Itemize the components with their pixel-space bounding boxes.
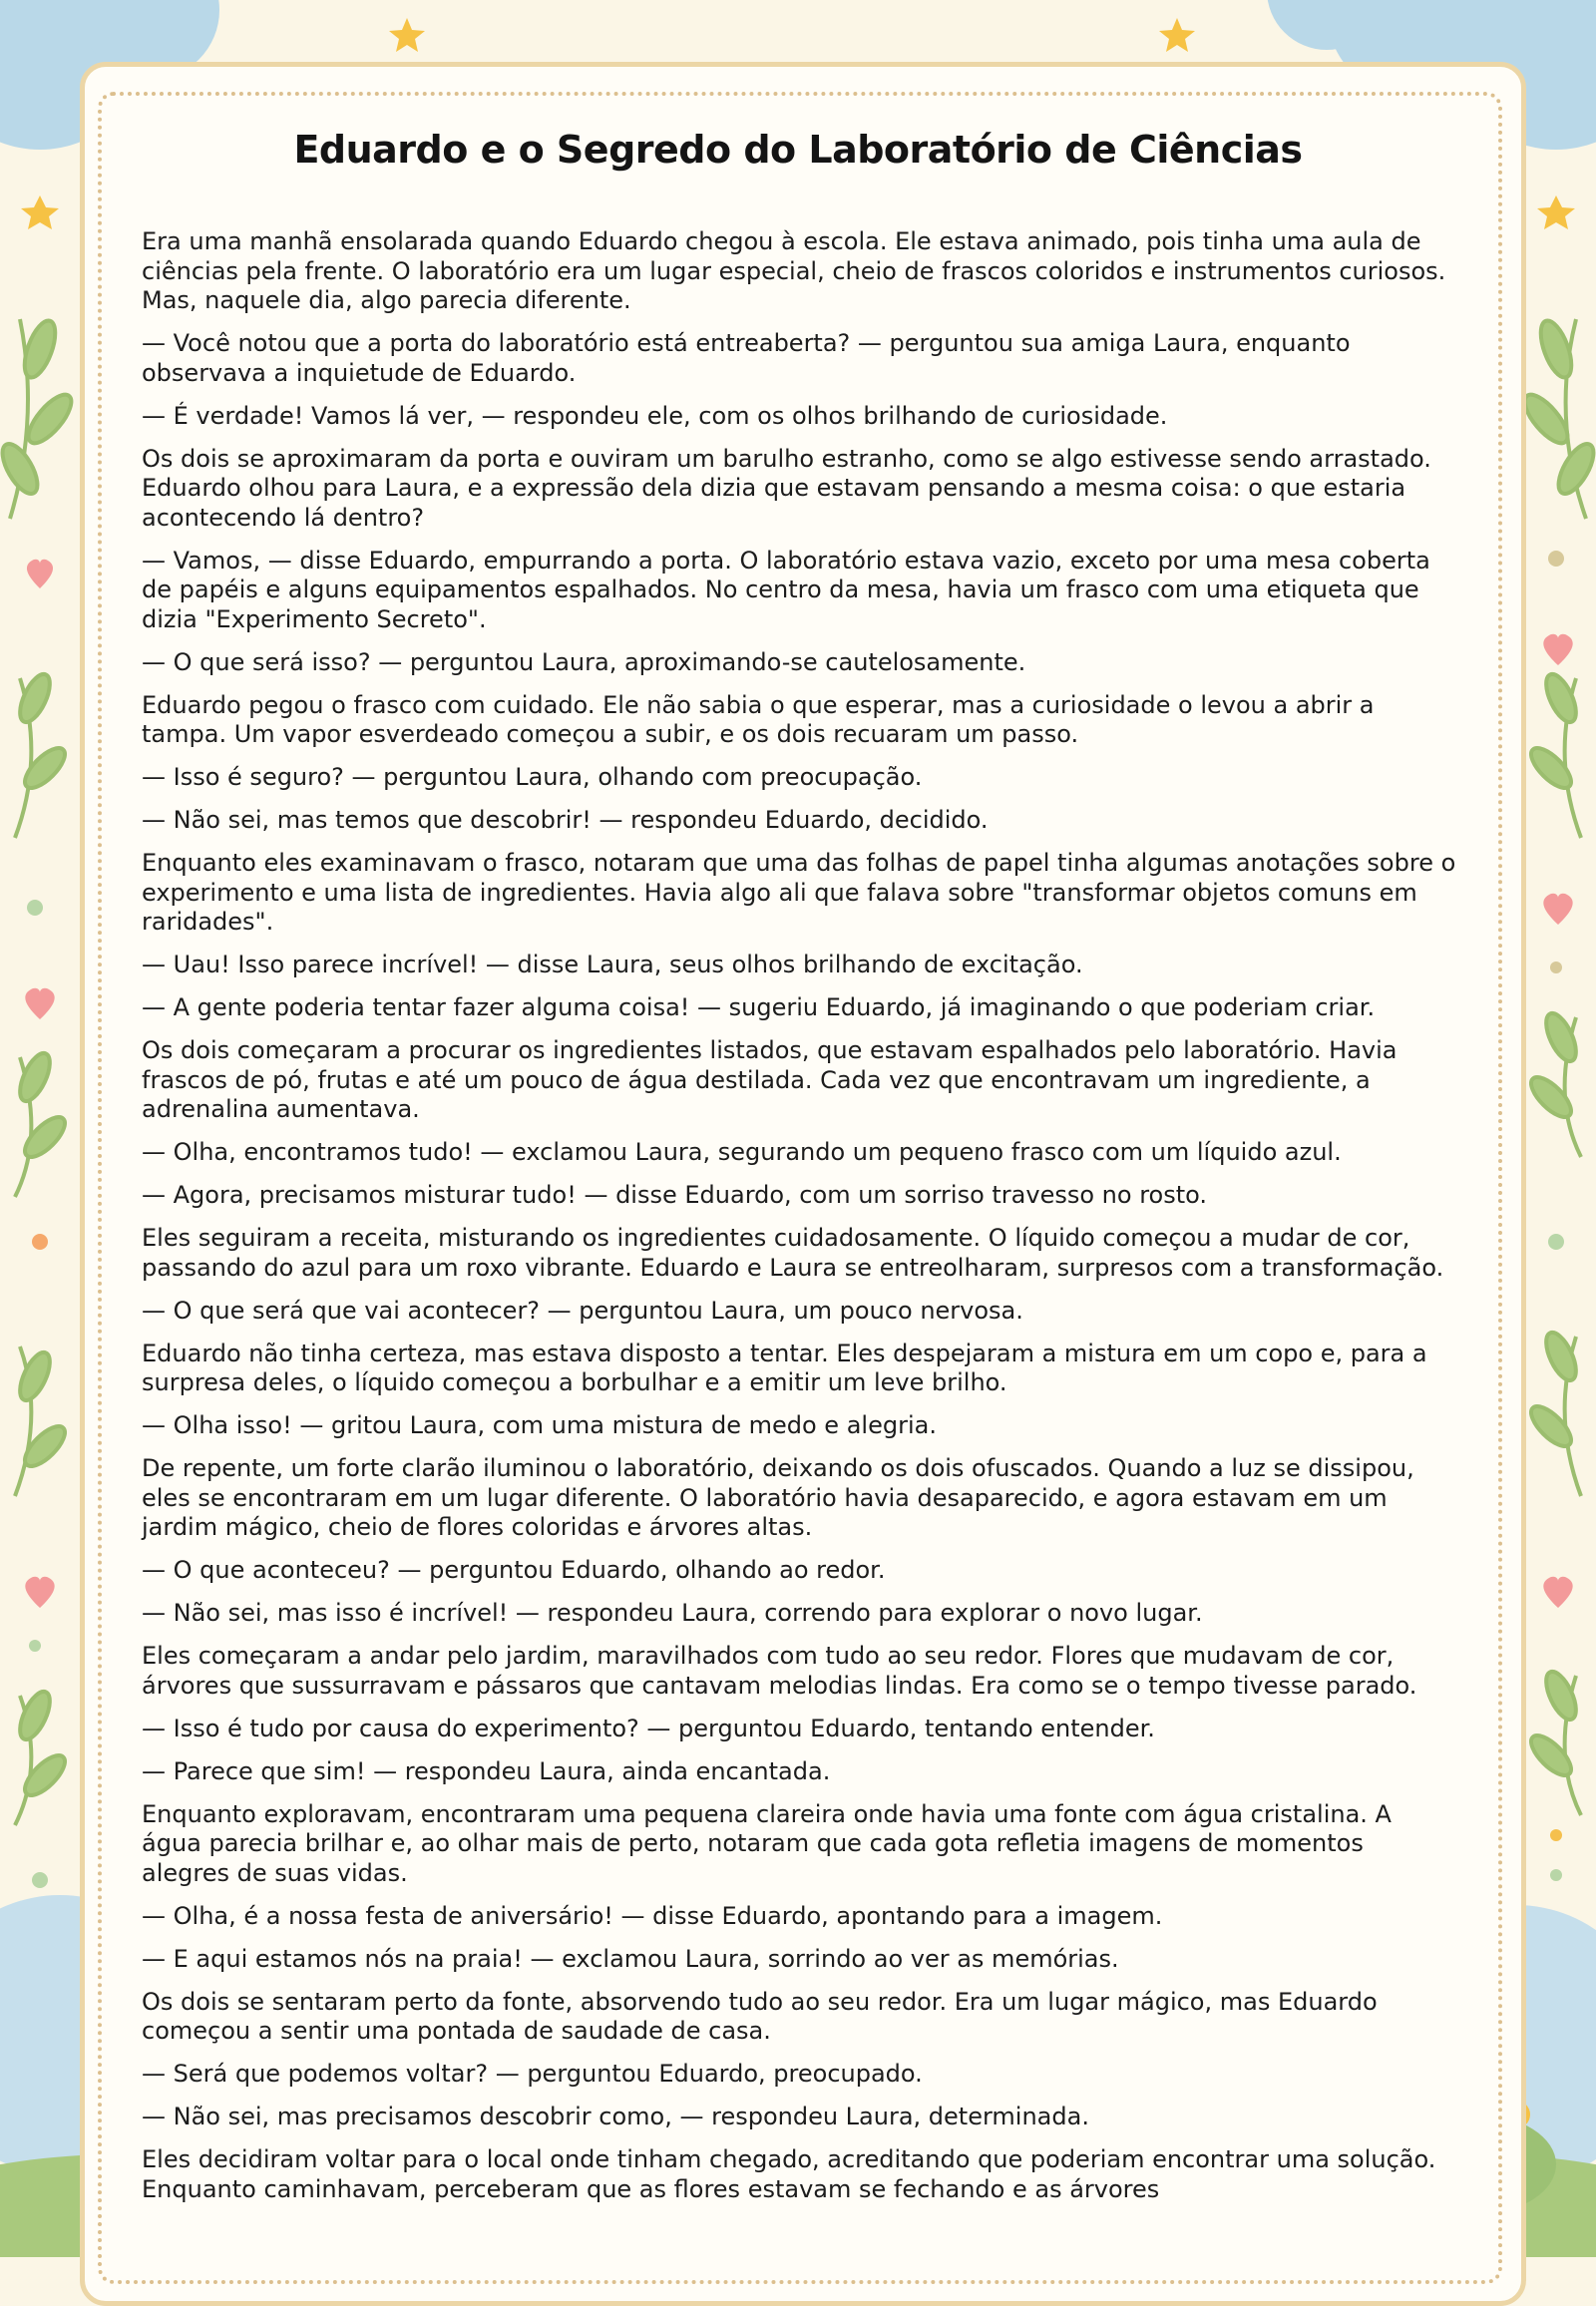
paragraph: — O que aconteceu? — perguntou Eduardo, olhando ao redor. bbox=[142, 1556, 886, 1584]
paragraph: — E aqui estamos nós na praia! — exclamou Laura, sorrindo ao ver as memórias. bbox=[142, 1944, 1119, 1973]
paragraph: Eduardo pegou o frasco com cuidado. Ele não sabia o que esperar, mas a curiosidade o levou a abrir a tampa. Um vapor esverdeado começou a subir, e os dois recuaram um passo. bbox=[142, 690, 1375, 748]
paragraph: — Vamos, — disse Eduardo, empurrando a porta. O laboratório estava vazio, exceto por uma mesa coberta de papéis e alguns equipamentos espalhados. No centro da mesa, havia um frasco com uma etiqueta que dizia "Experimento Secreto". bbox=[142, 546, 1430, 633]
paragraph: Os dois se sentaram perto da fonte, absorvendo tudo ao seu redor. Era um lugar mágico, mas Eduardo começou a sentir uma pontada de saudade de casa. bbox=[142, 1987, 1378, 2045]
paragraph: Eles seguiram a receita, misturando os ingredientes cuidadosamente. O líquido começou a mudar de cor, passando do azul para um roxo vibrante. Eduardo e Laura se entreolharam, surpresos com a transformação. bbox=[142, 1224, 1444, 1282]
story-title: Eduardo e o Segredo do Laboratório de Ciências bbox=[293, 128, 1303, 172]
paragraph: — Uau! Isso parece incrível! — disse Laura, seus olhos brilhando de excitação. bbox=[142, 951, 1083, 978]
paragraph: De repente, um forte clarão iluminou o laboratório, deixando os dois ofuscados. Quando a luz se dissipou, eles se encontraram em um lugar diferente. O laboratório havia desaparecido, e agora estavam em um jardim mágico, cheio de flores coloridas e árvores altas. bbox=[142, 1454, 1414, 1541]
paragraph: — Você notou que a porta do laboratório está entreaberta? — perguntou sua amiga Laura, enquanto observava a inquietude de Eduardo. bbox=[142, 329, 1351, 387]
paragraph: — O que será isso? — perguntou Laura, aproximando-se cautelosamente. bbox=[142, 647, 1026, 676]
paragraph: Os dois começaram a procurar os ingredientes listados, que estavam espalhados pelo laboratório. Havia frascos de pó, frutas e até um pouco de água destilada. Cada vez que encontravam um ingrediente, a adrenalina aumentava. bbox=[142, 1036, 1397, 1123]
paragraph: — Olha isso! — gritou Laura, com uma mistura de medo e alegria. bbox=[142, 1411, 937, 1439]
paragraph: — Isso é seguro? — perguntou Laura, olhando com preocupação. bbox=[142, 763, 923, 791]
paragraph: — Não sei, mas precisamos descobrir como, — respondeu Laura, determinada. bbox=[142, 2103, 1089, 2130]
paragraph: — Agora, precisamos misturar tudo! — disse Eduardo, com um sorriso travesso no rosto. bbox=[142, 1181, 1208, 1209]
paragraph: — Não sei, mas temos que descobrir! — respondeu Eduardo, decidido. bbox=[142, 806, 989, 834]
paragraph: — O que será que vai acontecer? — perguntou Laura, um pouco nervosa. bbox=[142, 1296, 1023, 1325]
paragraph: — Será que podemos voltar? — perguntou Eduardo, preocupado. bbox=[142, 2060, 923, 2088]
paragraph: — Não sei, mas isso é incrível! — respondeu Laura, correndo para explorar o novo lugar. bbox=[142, 1599, 1203, 1627]
paragraph: Eduardo não tinha certeza, mas estava disposto a tentar. Eles despejaram a mistura em um copo e, para a surpresa deles, o líquido começou a borbulhar e a emitir um leve brilho. bbox=[142, 1339, 1427, 1396]
paragraph: Era uma manhã ensolarada quando Eduardo chegou à escola. Ele estava animado, pois tinha uma aula de ciências pela frente. O laboratório era um lugar especial, cheio de frascos coloridos e instrumentos curiosos. Mas, naquele dia, algo parecia diferente. bbox=[142, 227, 1446, 314]
story-body bbox=[142, 227, 1456, 2218]
paragraph: Enquanto eles examinavam o frasco, notaram que uma das folhas de papel tinha algumas anotações sobre o experimento e uma lista de ingredientes. Havia algo ali que falava sobre "transformar objetos comuns em raridades". bbox=[142, 849, 1456, 936]
paragraph: — Parece que sim! — respondeu Laura, ainda encantada. bbox=[142, 1756, 831, 1785]
paragraph: — Olha, é a nossa festa de aniversário! — disse Eduardo, apontando para a imagem. bbox=[142, 1901, 1163, 1930]
paragraph: — Isso é tudo por causa do experimento? — perguntou Eduardo, tentando entender. bbox=[142, 1714, 1155, 1742]
paragraph: — A gente poderia tentar fazer alguma coisa! — sugeriu Eduardo, já imaginando o que poderiam criar. bbox=[142, 993, 1376, 1021]
paragraph: — Olha, encontramos tudo! — exclamou Laura, segurando um pequeno frasco com um líquido azul. bbox=[142, 1138, 1342, 1166]
paragraph: Enquanto exploravam, encontraram uma pequena clareira onde havia uma fonte com água cristalina. A água parecia brilhar e, ao olhar mais de perto, notaram que cada gota refletia imagens de momentos alegres de suas vidas. bbox=[142, 1799, 1392, 1887]
paragraph: — É verdade! Vamos lá ver, — respondeu ele, com os olhos brilhando de curiosidade. bbox=[142, 401, 1168, 430]
paragraph: Eles decidiram voltar para o local onde tinham chegado, acreditando que poderiam encontrar uma solução. Enquanto caminhavam, perceberam que as flores estavam se fechando e as árvores bbox=[142, 2145, 1436, 2203]
paragraph: Eles começaram a andar pelo jardim, maravilhados com tudo ao seu redor. Flores que mudavam de cor, árvores que sussurravam e pássaros que cantavam melodias lindas. Era como se o tempo tivesse parado. bbox=[142, 1642, 1417, 1700]
paragraph: Os dois se aproximaram da porta e ouviram um barulho estranho, como se algo estivesse sendo arrastado. Eduardo olhou para Laura, e a expressão dela dizia que estavam pensando a mesma coisa: o que estaria acontecendo lá dentro? bbox=[142, 444, 1431, 532]
